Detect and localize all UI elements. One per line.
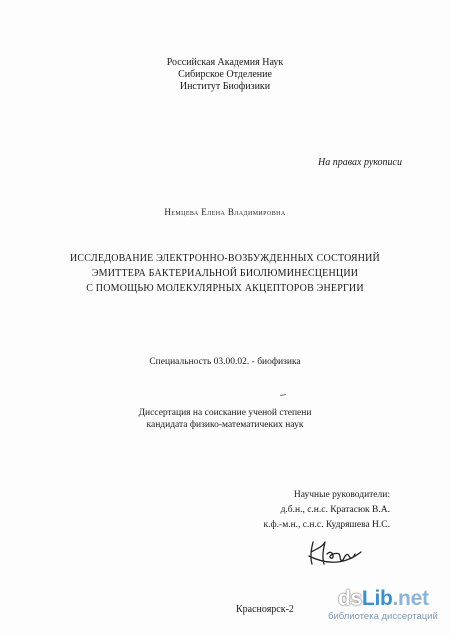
pen-mark-icon — [280, 394, 286, 396]
specialty-line: Специальность 03.00.02. - биофизика — [149, 357, 301, 367]
degree-line-1: Диссертация на соискание ученой степени — [138, 408, 312, 418]
advisor-2: к.ф.-м.н., с.н.с. Кудряшева Н.С. — [263, 520, 390, 530]
logo-part-ds: ds — [338, 587, 362, 610]
title-line-3: С ПОМОЩЬЮ МОЛЕКУЛЯРНЫХ АКЦЕПТОРОВ ЭНЕРГИИ — [86, 283, 364, 294]
advisor-1: д.б.н., с.н.с. Кратасюк В.А. — [280, 505, 390, 515]
logo-part-net: .net — [392, 587, 429, 610]
institution-header — [0, 57, 450, 93]
handwritten-signature — [305, 534, 365, 570]
logo-part-lib: Lib — [361, 587, 393, 610]
city-line: Красноярск-2 — [236, 604, 294, 615]
title-line-2: ЭМИТТЕРА БАКТЕРИАЛЬНОЙ БИОЛЮМИНЕСЦЕНЦИИ — [91, 268, 359, 279]
institution-line-branch: Сибирское Отделение — [178, 69, 272, 80]
advisors-heading: Научные руководители: — [293, 490, 390, 500]
degree-line-2: кандидата физико-математичеких наук — [146, 420, 304, 430]
rights-note: На правах рукописи — [318, 157, 402, 168]
watermark-subtitle: библиотека диссертаций — [328, 611, 438, 622]
degree-statement — [0, 407, 450, 431]
title-line-1: ИССЛЕДОВАНИЕ ЭЛЕКТРОННО-ВОЗБУЖДЕННЫХ СОСТОЯНИЙ — [70, 253, 380, 264]
dslib-watermark — [328, 587, 448, 628]
advisors-block — [250, 488, 390, 533]
dissertation-title — [0, 251, 450, 296]
institution-line-academy: Российская Академия Наук — [166, 57, 284, 68]
author-name: Немцева Елена Владимировна — [164, 207, 286, 217]
dslib-logo — [338, 588, 448, 610]
institution-line-institute: Институт Биофизики — [179, 81, 271, 92]
